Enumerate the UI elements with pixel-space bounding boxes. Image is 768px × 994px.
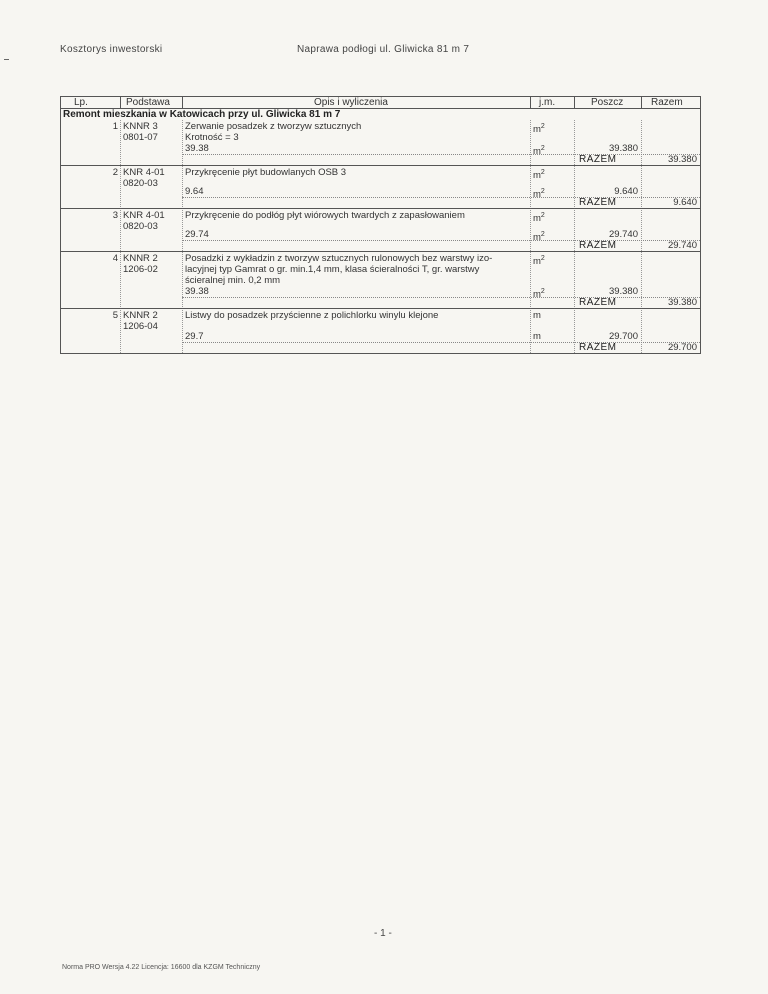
row-calc-unit: $m^2$: [533, 288, 545, 301]
document-type: Kosztorys inwestorski: [60, 44, 163, 55]
row-description: Przykręcenie do podłóg płyt wiórowych twardych z zapasłowaniem: [185, 210, 465, 221]
row-basis-number: 1206-04: [123, 321, 158, 332]
row-item-qty: 39.380: [608, 286, 638, 297]
row-basis-code: KNNR 2: [123, 253, 158, 264]
row-basis-code: KNNR 3: [123, 121, 158, 132]
row-description: Posadzki z wykładzin z tworzyw sztucznych rulonowych bez warstwy izo-: [185, 253, 493, 264]
row-calc-value: 29.7: [185, 331, 204, 342]
row-basis-number: 0820-03: [123, 221, 158, 232]
row-calc-value: 39.38: [185, 286, 209, 297]
row-number: 5: [112, 310, 118, 321]
row-total-value: 39.380: [667, 297, 697, 308]
row-item-qty: 9.640: [614, 186, 638, 197]
row-unit: $m^2$: [533, 212, 545, 225]
row-calc-value: 29.74: [185, 229, 209, 240]
row-total-label: RAZEM: [579, 154, 617, 165]
row-total-label: RAZEM: [579, 197, 617, 208]
scan-mark: [4, 59, 9, 60]
col-header-description: Opis i wyliczenia: [314, 97, 388, 108]
software-footer: Norma PRO Wersja 4.22 Licencja: 16600 dla KZGM Techniczny: [62, 964, 261, 971]
row-basis-number: 0820-03: [123, 178, 158, 189]
col-header-lp: Lp.: [74, 97, 88, 108]
row-item-qty: 39.380: [608, 143, 638, 154]
row-unit: m: [533, 310, 541, 321]
row-unit: $m^2$: [533, 255, 545, 268]
row-total-label: RAZEM: [579, 342, 617, 353]
row-unit: $m^2$: [533, 169, 545, 182]
row-basis-number: 1206-02: [123, 264, 158, 275]
row-basis-code: KNR 4-01: [123, 167, 165, 178]
row-calc-unit: $m^2$: [533, 188, 545, 201]
row-total-value: 9.640: [673, 197, 697, 208]
row-calc-unit: $m^2$: [533, 231, 545, 244]
row-calc-unit: m: [533, 331, 541, 342]
col-header-unit: j.m.: [539, 97, 556, 108]
row-number: 2: [112, 167, 118, 178]
row-basis-code: KNR 4-01: [123, 210, 165, 221]
row-number: 1: [112, 121, 118, 132]
row-item-qty: 29.740: [608, 229, 638, 240]
row-total-label: RAZEM: [579, 240, 617, 251]
row-number: 3: [112, 210, 118, 221]
col-header-total: Razem: [651, 97, 683, 108]
row-calc-unit: $m^2$: [533, 145, 545, 158]
project-title: Naprawa podłogi ul. Gliwicka 81 m 7: [297, 44, 470, 55]
row-description-line: lacyjnej typ Gamrat o gr. min.1,4 mm, klasa ścieralności T, gr. warstwy: [185, 264, 480, 275]
page-number: - 1 -: [374, 928, 392, 939]
row-basis-number: 0801-07: [123, 132, 158, 143]
row-description: Zerwanie posadzek z tworzyw sztucznych: [185, 121, 362, 132]
section-title: Remont mieszkania w Katowicach przy ul. Gliwicka 81 m 7: [63, 109, 341, 120]
row-total-value: 29.700: [667, 342, 697, 353]
row-unit: $m^2$: [533, 123, 545, 136]
row-total-label: RAZEM: [579, 297, 617, 308]
col-header-basis: Podstawa: [126, 97, 170, 108]
row-description: Listwy do posadzek przyścienne z polichlorku winylu klejone: [185, 310, 439, 321]
cost-estimate-table: [60, 96, 700, 354]
row-total-value: 39.380: [667, 154, 697, 165]
row-description: Przykręcenie płyt budowlanych OSB 3: [185, 167, 347, 178]
row-basis-code: KNNR 2: [123, 310, 158, 321]
row-calc-value: 9.64: [185, 186, 204, 197]
row-total-value: 29.740: [667, 240, 697, 251]
col-header-item-qty: Poszcz: [591, 97, 624, 108]
row-calc-value: 39.38: [185, 143, 209, 154]
row-description-line: Krotność = 3: [185, 132, 239, 143]
row-item-qty: 29.700: [608, 331, 638, 342]
row-description-line: ścieralnej min. 0,2 mm: [185, 275, 281, 286]
row-number: 4: [112, 253, 118, 264]
